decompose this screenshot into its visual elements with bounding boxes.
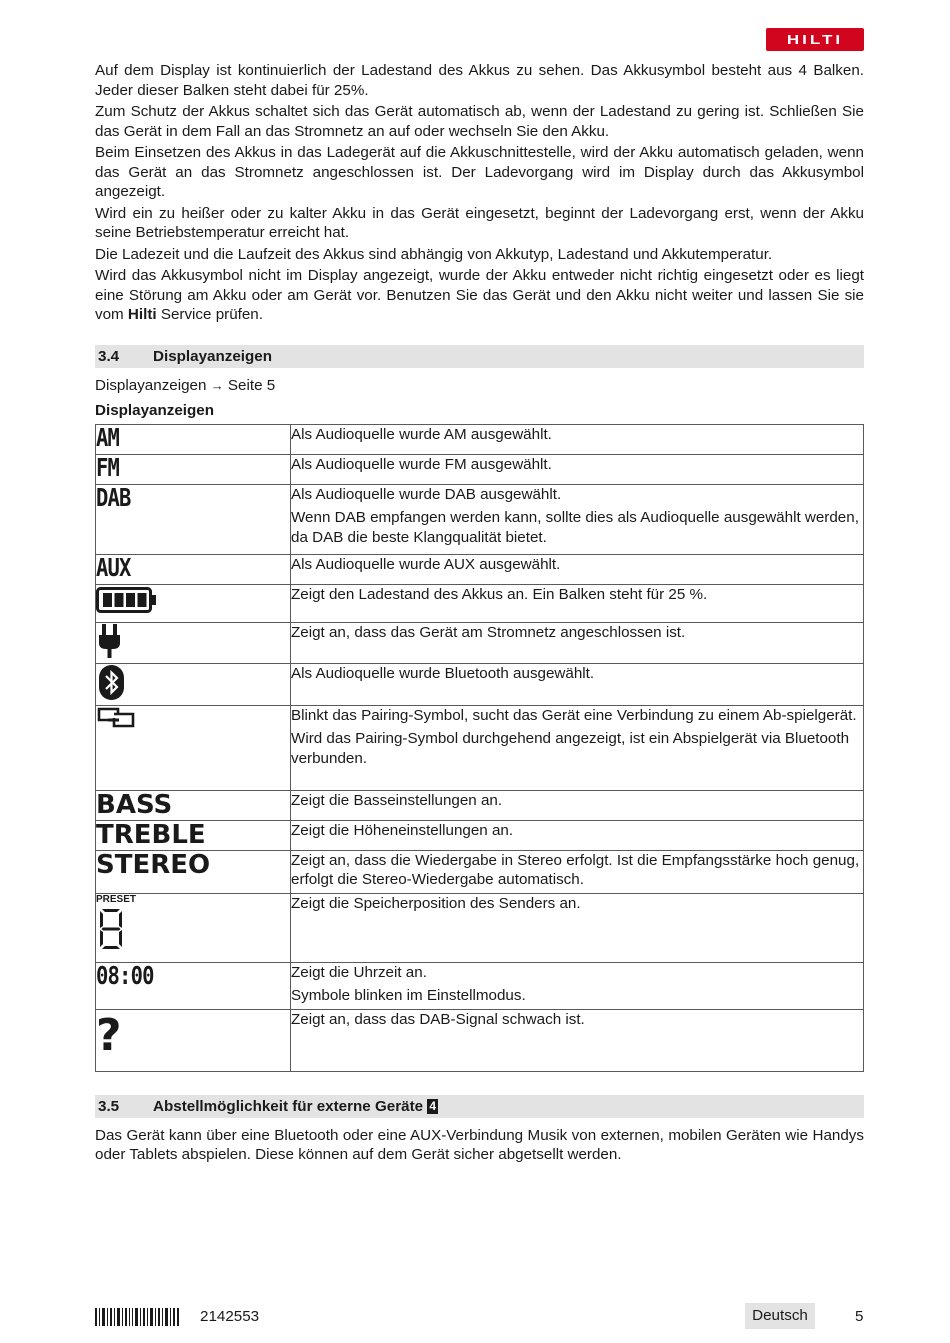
description-cell bbox=[291, 893, 864, 962]
page-footer bbox=[95, 1306, 864, 1330]
description-line: Zeigt die Höheneinstellungen an. bbox=[291, 821, 514, 839]
paragraph-text-end: Service prüfen. bbox=[156, 306, 263, 323]
table-row bbox=[96, 622, 864, 663]
description-cell bbox=[291, 790, 864, 820]
description-cell bbox=[291, 850, 864, 893]
barcode-icon bbox=[95, 1308, 179, 1326]
symbol-cell bbox=[96, 622, 291, 663]
page-number: 5 bbox=[855, 1308, 864, 1325]
description-line: Als Audioquelle wurde AM ausgewählt. bbox=[291, 425, 552, 443]
question-mark-icon: ? bbox=[96, 1009, 122, 1061]
section-title: Abstellmöglichkeit für externe Geräte bbox=[153, 1097, 424, 1115]
pairing-icon bbox=[96, 706, 136, 730]
description-line: Blinkt das Pairing-Symbol, sucht das Gerät eine Verbindung zu einem Ab-spielgerät. bbox=[291, 706, 857, 724]
description-cell bbox=[291, 1009, 864, 1071]
document-number: 2142553 bbox=[200, 1308, 260, 1325]
description-line: Wenn DAB empfangen werden kann, sollte dies als Audioquelle ausgewählt werden, da DAB die beste Klangqualität bietet. bbox=[291, 509, 859, 546]
symbol-cell bbox=[96, 663, 291, 705]
symbol-cell bbox=[96, 484, 291, 554]
description-line: Zeigt die Basseinstellungen an. bbox=[291, 791, 503, 809]
bass-symbol: BASS bbox=[96, 789, 173, 820]
paragraph-text: Wird das Akkusymbol nicht im Display angezeigt, wurde der Akku entweder nicht richtig eingesetzt oder es liegt eine Störung am Akku oder am Gerät vor. Benutzen Sie das Gerät und den Akku nicht weiter und lassen Sie sie vom bbox=[95, 267, 864, 323]
language-label: Deutsch bbox=[745, 1303, 815, 1329]
description-line: Zeigt den Ladestand des Akkus an. Ein Balken steht für 25 %. bbox=[291, 585, 708, 603]
preset-label: PRESET bbox=[96, 893, 137, 905]
section-title: Displayanzeigen bbox=[153, 347, 273, 365]
description-line: Zeigt die Uhrzeit an. bbox=[291, 963, 427, 981]
description-cell bbox=[291, 663, 864, 705]
clock-digits: 08:00 bbox=[96, 960, 154, 990]
intro-paragraph-3: Beim Einsetzen des Akkus in das Ladegerät auf die Akkuschnittestelle, wird der Akku automatisch geladen, wenn das Gerät an das Stromnetz angeschlossen ist. Der Ladevorgang wird im Display durch das Akkusymbol angezeigt. bbox=[95, 144, 864, 200]
hilti-bold: Hilti bbox=[127, 306, 157, 323]
section-number: 3.4 bbox=[98, 347, 120, 365]
hilti-logo bbox=[766, 28, 864, 51]
description-line: Symbole blinken im Einstellmodus. bbox=[291, 987, 526, 1004]
intro-paragraph-4: Wird ein zu heißer oder zu kalter Akku in das Gerät eingesetzt, beginnt der Ladevorgang erst, wenn der Akku seine Betriebstemperatur erreicht hat. bbox=[95, 204, 864, 241]
description-cell bbox=[291, 554, 864, 584]
table-row bbox=[96, 962, 864, 1009]
description-line: Zeigt an, dass das Gerät am Stromnetz angeschlossen ist. bbox=[291, 623, 686, 641]
description-cell bbox=[291, 484, 864, 554]
symbol-cell bbox=[96, 424, 291, 454]
table-row bbox=[96, 893, 864, 962]
symbol-cell bbox=[96, 1009, 291, 1071]
description-line: Als Audioquelle wurde FM ausgewählt. bbox=[291, 455, 552, 473]
dab-symbol: DAB bbox=[96, 482, 131, 512]
description-cell bbox=[291, 705, 864, 790]
reference-text: Displayanzeigen bbox=[95, 376, 207, 394]
description-line: Als Audioquelle wurde Bluetooth ausgewählt. bbox=[291, 664, 595, 682]
table-row bbox=[96, 790, 864, 820]
symbol-cell bbox=[96, 850, 291, 893]
table-row bbox=[96, 454, 864, 484]
bluetooth-icon bbox=[96, 664, 128, 702]
arrow-right-icon: → bbox=[210, 377, 224, 393]
aux-symbol: AUX bbox=[96, 552, 131, 582]
section-paragraph: Das Gerät kann über eine Bluetooth oder eine AUX-Verbindung Musik von externen, mobilen Geräten wie Handys oder Tablets abspielen. Diese können auf dem Gerät sicher abgetsellt werden. bbox=[95, 1126, 864, 1163]
symbol-cell bbox=[96, 554, 291, 584]
table-row bbox=[96, 663, 864, 705]
logo-text: HILTI bbox=[786, 32, 844, 47]
description-cell bbox=[291, 584, 864, 622]
table-row bbox=[96, 705, 864, 790]
description-line: Zeigt an, dass die Wiedergabe in Stereo erfolgt. Ist die Empfangsstärke hoch genug, erfolgt die Stereo-Wiedergabe automatisch. bbox=[291, 851, 860, 888]
description-cell bbox=[291, 424, 864, 454]
intro-paragraph-5: Die Ladezeit und die Laufzeit des Akkus sind abhängig von Akkutyp, Ladestand und Akkutemperatur. bbox=[95, 245, 773, 263]
table-row bbox=[96, 424, 864, 454]
table-heading: Displayanzeigen bbox=[95, 402, 215, 419]
description-line: Als Audioquelle wurde AUX ausgewählt. bbox=[291, 555, 561, 573]
treble-symbol: TREBLE bbox=[96, 819, 206, 850]
stereo-symbol: STEREO bbox=[96, 849, 211, 880]
table-row bbox=[96, 820, 864, 850]
description-line: Wird das Pairing-Symbol durchgehend angezeigt, ist ein Abspielgerät via Bluetooth verbunden. bbox=[291, 730, 850, 767]
symbol-cell bbox=[96, 962, 291, 1009]
symbol-cell bbox=[96, 893, 291, 962]
section-heading-3-4 bbox=[95, 345, 864, 368]
page-reference bbox=[95, 376, 864, 396]
fm-symbol: FM bbox=[96, 452, 120, 482]
description-cell bbox=[291, 454, 864, 484]
section-heading-3-5 bbox=[95, 1095, 864, 1118]
table-row bbox=[96, 584, 864, 622]
table-row bbox=[96, 554, 864, 584]
symbol-cell bbox=[96, 705, 291, 790]
reference-page: Seite 5 bbox=[227, 376, 276, 394]
description-cell bbox=[291, 820, 864, 850]
am-symbol: AM bbox=[96, 422, 120, 452]
section-number: 3.5 bbox=[98, 1097, 120, 1115]
description-cell bbox=[291, 622, 864, 663]
intro-paragraph-1: Auf dem Display ist kontinuierlich der Ladestand des Akkus zu sehen. Das Akkusymbol besteht aus 4 Balken. Jeder dieser Balken steht dabei für 25%. bbox=[95, 62, 864, 99]
battery-icon bbox=[96, 585, 158, 615]
table-row bbox=[96, 1009, 864, 1071]
description-line: Zeigt an, dass das DAB-Signal schwach ist. bbox=[291, 1010, 585, 1028]
intro-paragraph-6 bbox=[95, 266, 864, 325]
figure-reference: 4 bbox=[429, 1098, 437, 1113]
display-indicators-table bbox=[95, 424, 864, 1072]
power-plug-icon bbox=[96, 623, 126, 659]
symbol-cell bbox=[96, 790, 291, 820]
table-row bbox=[96, 484, 864, 554]
symbol-cell bbox=[96, 820, 291, 850]
symbol-cell bbox=[96, 454, 291, 484]
description-line: Als Audioquelle wurde DAB ausgewählt. bbox=[291, 485, 562, 503]
page-content bbox=[95, 61, 864, 1167]
preset-digit-icon bbox=[96, 906, 126, 952]
intro-paragraph-2: Zum Schutz der Akkus schaltet sich das Gerät automatisch ab, wenn der Ladestand zu gering ist. Schließen Sie das Gerät in dem Fall an das Stromnetz an auf oder wechseln Sie den Akku. bbox=[95, 103, 864, 140]
description-line: Zeigt die Speicherposition des Senders an. bbox=[291, 894, 581, 912]
description-cell bbox=[291, 962, 864, 1009]
table-row bbox=[96, 850, 864, 893]
symbol-cell bbox=[96, 584, 291, 622]
